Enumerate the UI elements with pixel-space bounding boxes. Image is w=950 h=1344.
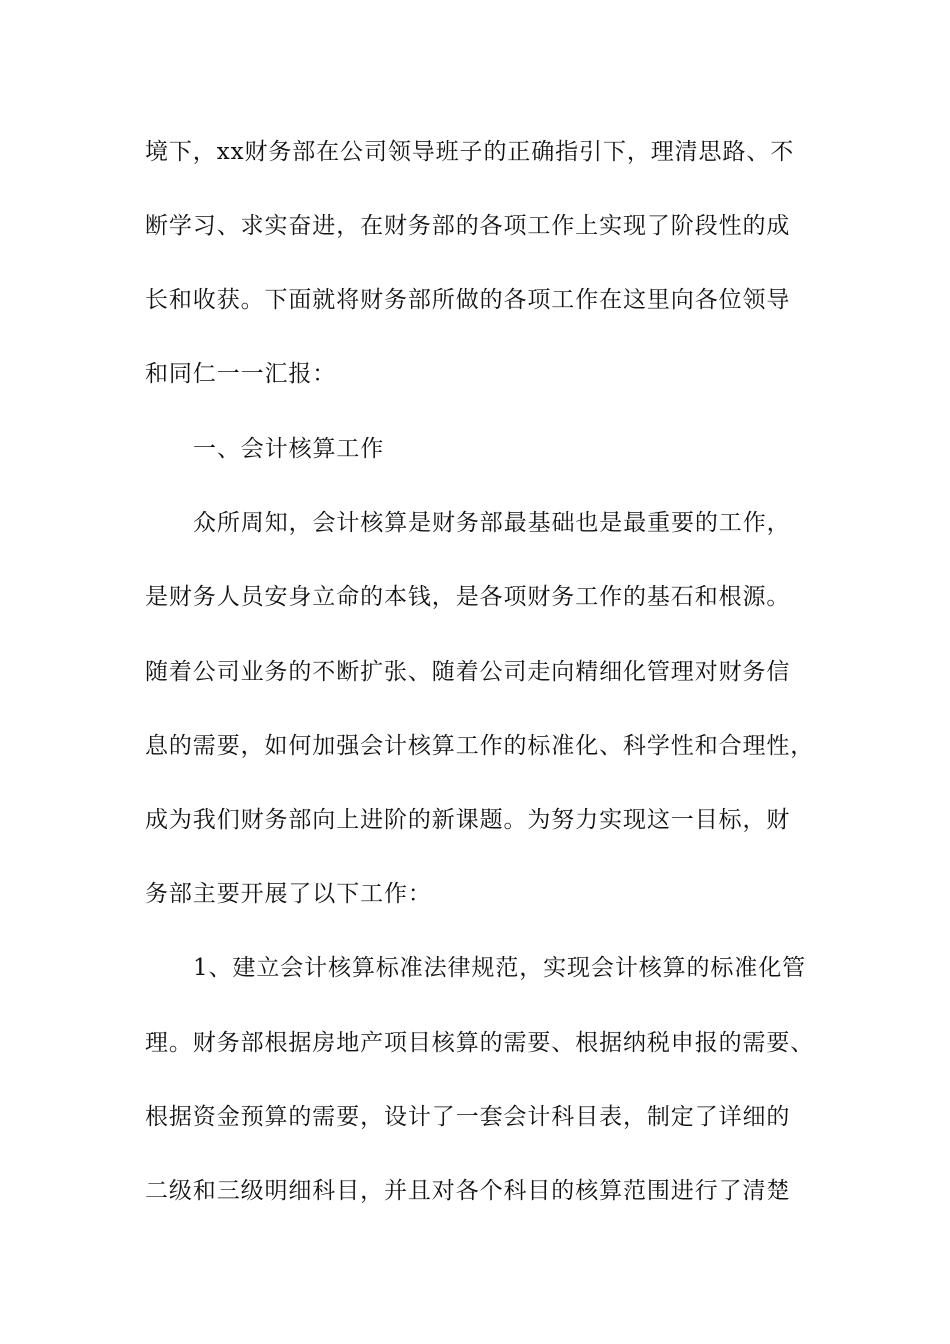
body-text-line: 境下，xx财务部在公司领导班子的正确指引下，理清思路、不 <box>145 139 795 165</box>
body-text-line: 根据资金预算的需要，设计了一套会计科目表，制定了详细的 <box>145 1104 791 1130</box>
body-text-line: 是财务人员安身立命的本钱，是各项财务工作的基石和根源。 <box>145 584 791 610</box>
body-text-line: 长和收获。下面就将财务部所做的各项工作在这里向各位领导 <box>145 287 791 313</box>
section-heading: 一、会计核算工作 <box>193 436 385 462</box>
body-text-line: 成为我们财务部向上进阶的新课题。为努力实现这一目标，财 <box>145 807 791 833</box>
body-text-line: 众所周知，会计核算是财务部最基础也是最重要的工作， <box>193 510 791 536</box>
body-text-line: 随着公司业务的不断扩张、随着公司走向精细化管理对财务信 <box>145 659 791 685</box>
body-text-line: 务部主要开展了以下工作： <box>145 881 432 907</box>
body-text-line: 和同仁一一汇报： <box>145 361 337 387</box>
body-text-line: 二级和三级明细科目，并且对各个科目的核算范围进行了清楚 <box>145 1178 791 1204</box>
body-text-line: 1、建立会计核算标准法律规范，实现会计核算的标准化管 <box>193 955 807 981</box>
body-text-line: 息的需要，如何加强会计核算工作的标准化、科学性和合理性， <box>145 733 815 759</box>
body-text-line: 断学习、求实奋进，在财务部的各项工作上实现了阶段性的成 <box>145 213 791 239</box>
body-text-line: 理。财务部根据房地产项目核算的需要、根据纳税申报的需要、 <box>145 1030 815 1056</box>
